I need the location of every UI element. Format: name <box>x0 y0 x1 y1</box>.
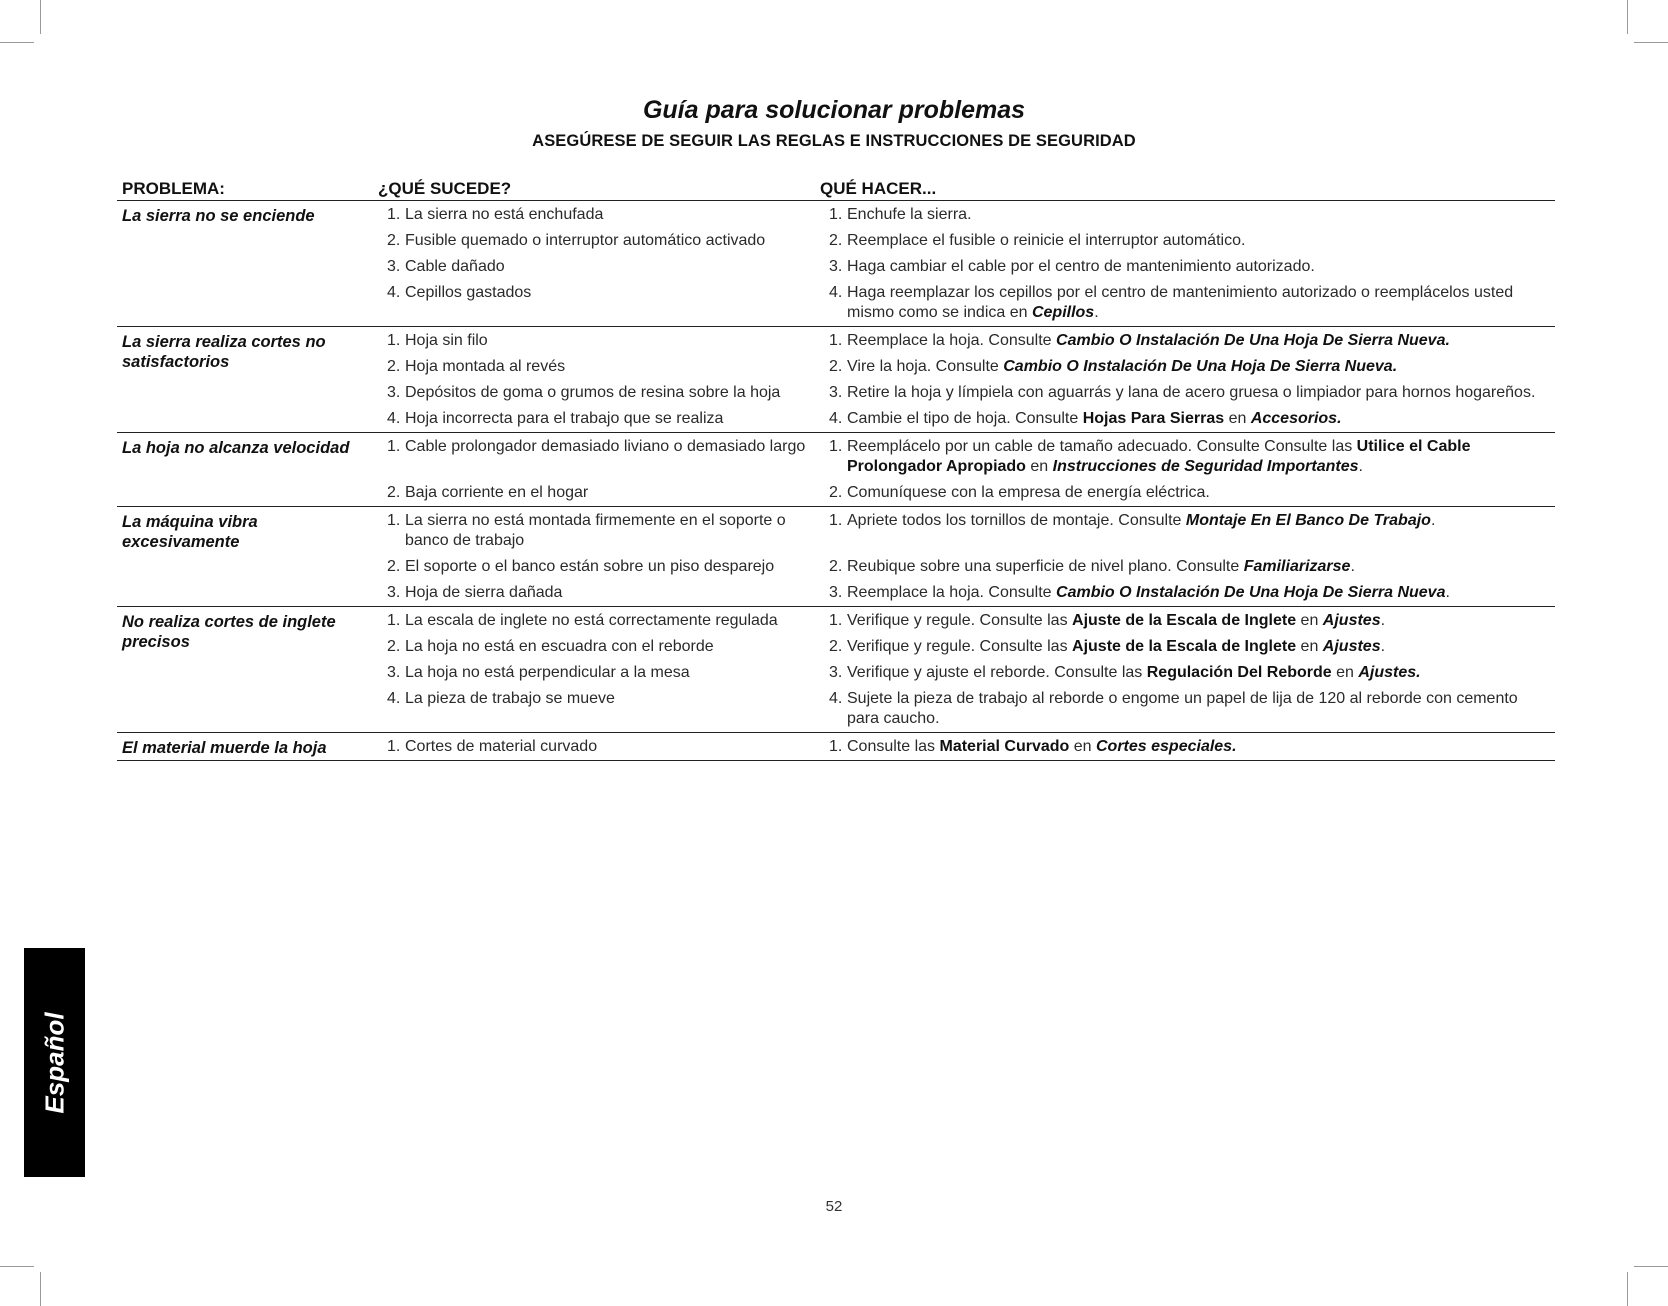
what-happens-text: Cable dañado <box>405 258 505 275</box>
what-happens-cell <box>387 357 807 377</box>
what-happens-text: La pieza de trabajo se mueve <box>405 690 615 707</box>
section-reference: Ajuste de la Escala de Inglete <box>1072 612 1297 629</box>
instruction-text: en <box>1069 738 1096 755</box>
instruction-text: Reemplace la hoja. Consulte <box>847 584 1057 601</box>
what-happens-cell <box>387 383 807 403</box>
what-to-do-cell <box>829 583 1549 603</box>
what-to-do-cell <box>829 331 1549 351</box>
instruction-text: Cambie el tipo de hoja. Consulte <box>847 410 1083 427</box>
instruction-text: Consulte las <box>847 738 940 755</box>
table-header <box>117 176 1555 201</box>
what-to-do-cell <box>829 637 1549 657</box>
table-row <box>117 231 1555 251</box>
table-row <box>117 409 1555 429</box>
what-happens-cell <box>387 511 807 551</box>
chapter-reference: Familiarizarse <box>1243 558 1351 575</box>
what-happens-text: La hoja no está en escuadra con el reborde <box>405 638 714 655</box>
problem-group <box>117 327 1555 433</box>
instruction-text: Reemplácelo por un cable de tamaño adecuado. Consulte Consulte las <box>847 438 1357 455</box>
item-number: 1. <box>387 206 401 223</box>
what-happens-cell <box>387 257 807 277</box>
what-to-do-text <box>847 737 1549 757</box>
chapter-reference: Ajustes. <box>1358 664 1421 681</box>
what-to-do-text <box>847 637 1549 657</box>
what-to-do-text <box>847 205 1549 225</box>
problem-label: La máquina vibra excesivamente <box>122 513 258 551</box>
table-row <box>117 483 1555 503</box>
section-reference: Ajuste de la Escala de Inglete <box>1072 638 1297 655</box>
instruction-text: Verifique y regule. Consulte las <box>847 638 1073 655</box>
chapter-reference: Cambio O Instalación De Una Hoja De Sierra Nueva <box>1056 584 1446 601</box>
item-number: 2. <box>387 484 401 501</box>
table-row <box>117 283 1555 323</box>
what-happens-text: Cepillos gastados <box>405 284 532 301</box>
what-happens-text: Depósitos de goma o grumos de resina sobre la hoja <box>405 384 781 401</box>
instruction-text: Reemplace la hoja. Consulte <box>847 332 1057 349</box>
what-to-do-cell <box>829 437 1549 477</box>
what-happens-cell <box>387 231 807 251</box>
what-happens-cell <box>387 205 807 225</box>
what-to-do-text <box>847 357 1549 377</box>
chapter-reference: Ajustes <box>1322 638 1381 655</box>
table-row <box>117 663 1555 683</box>
table-row <box>117 257 1555 277</box>
instruction-text: Comuníquese con la empresa de energía eléctrica. <box>847 484 1210 501</box>
what-to-do-text <box>847 511 1549 551</box>
what-to-do-cell <box>829 611 1549 631</box>
instruction-text: Enchufe la sierra. <box>847 206 972 223</box>
chapter-reference: Instrucciones de Seguridad Importantes <box>1052 458 1359 475</box>
what-to-do-cell <box>829 357 1549 377</box>
problem-label: La sierra no se enciende <box>122 207 315 225</box>
what-to-do-text <box>847 257 1549 277</box>
section-reference: Regulación Del Reborde <box>1146 664 1332 681</box>
what-happens-cell <box>387 437 807 477</box>
what-to-do-cell <box>829 383 1549 403</box>
instruction-text: Verifique y regule. Consulte las <box>847 612 1073 629</box>
item-number: 2. <box>387 232 401 249</box>
what-happens-text: Hoja de sierra dañada <box>405 584 563 601</box>
what-to-do-text <box>847 283 1549 323</box>
what-happens-text: Baja corriente en el hogar <box>405 484 589 501</box>
what-to-do-text <box>847 583 1549 603</box>
crop-mark <box>40 1272 41 1306</box>
what-happens-text: El soporte o el banco están sobre un piso desparejo <box>405 558 775 575</box>
table-row <box>117 557 1555 577</box>
instruction-text: . <box>1350 558 1355 575</box>
item-number: 1. <box>829 438 843 455</box>
what-to-do-text <box>847 557 1549 577</box>
item-number: 3. <box>387 584 401 601</box>
crop-mark <box>1634 42 1668 43</box>
section-reference: Utilice el Cable Prolongador Apropiado <box>847 438 1471 475</box>
instruction-text: . <box>1380 638 1386 655</box>
instruction-text: en <box>1296 638 1323 655</box>
item-number: 2. <box>387 638 401 655</box>
chapter-reference: Ajustes <box>1322 612 1381 629</box>
instruction-text: . <box>1430 512 1436 529</box>
item-number: 1. <box>387 512 401 529</box>
instruction-text: en <box>1025 458 1053 475</box>
what-to-do-cell <box>829 231 1549 251</box>
chapter-reference: Cepillos <box>1031 304 1095 321</box>
item-number: 3. <box>829 664 843 681</box>
chapter-reference: Accesorios. <box>1250 410 1342 427</box>
problem-label: No realiza cortes de inglete precisos <box>122 613 336 651</box>
what-happens-cell <box>387 737 807 757</box>
item-number: 2. <box>829 484 843 501</box>
item-number: 1. <box>387 438 401 455</box>
what-happens-cell <box>387 283 807 323</box>
item-number: 1. <box>829 738 843 755</box>
what-to-do-cell <box>829 409 1549 429</box>
what-to-do-cell <box>829 663 1549 683</box>
item-number: 4. <box>387 410 401 427</box>
item-number: 1. <box>387 332 401 349</box>
item-number: 4. <box>387 690 401 707</box>
section-reference: Material Curvado <box>939 738 1070 755</box>
item-number: 3. <box>387 258 401 275</box>
instruction-text: Retire la hoja y límpiela con aguarrás y lana de acero gruesa o limpiador para hornos hogareños. <box>847 384 1536 401</box>
instruction-text: en <box>1331 664 1359 681</box>
item-number: 4. <box>829 410 843 427</box>
instruction-text: en <box>1224 410 1251 427</box>
what-happens-text: Hoja montada al revés <box>405 358 566 375</box>
what-happens-text: Hoja incorrecta para el trabajo que se realiza <box>405 410 724 427</box>
item-number: 3. <box>829 384 843 401</box>
what-happens-cell <box>387 611 807 631</box>
item-number: 2. <box>829 558 843 575</box>
instruction-text: Sujete la pieza de trabajo al reborde o engome un papel de lija de 120 al reborde con cemento para caucho. <box>847 690 1518 727</box>
item-number: 1. <box>387 612 401 629</box>
item-number: 3. <box>387 664 401 681</box>
instruction-text: . <box>1094 304 1099 321</box>
table-body <box>117 201 1555 761</box>
what-to-do-text <box>847 689 1549 729</box>
item-number: 3. <box>829 258 843 275</box>
problem-group <box>117 607 1555 733</box>
what-to-do-text <box>847 611 1549 631</box>
instruction-text: Reemplace el fusible o reinicie el interruptor automático. <box>847 232 1246 249</box>
instruction-text: Vire la hoja. Consulte <box>847 358 1004 375</box>
what-to-do-cell <box>829 511 1549 551</box>
problem-label: El material muerde la hoja <box>122 739 327 757</box>
instruction-text: en <box>1296 612 1323 629</box>
item-number: 4. <box>829 690 843 707</box>
what-happens-text: Cable prolongador demasiado liviano o demasiado largo <box>405 438 806 455</box>
instruction-text: . <box>1358 458 1363 475</box>
what-to-do-cell <box>829 737 1549 757</box>
problem-group <box>117 433 1555 507</box>
item-number: 1. <box>387 738 401 755</box>
what-to-do-cell <box>829 205 1549 225</box>
what-to-do-text <box>847 331 1549 351</box>
what-happens-cell <box>387 557 807 577</box>
what-to-do-text <box>847 383 1549 403</box>
crop-mark <box>1627 0 1628 34</box>
what-to-do-cell <box>829 689 1549 729</box>
chapter-reference: Cambio O Instalación De Una Hoja De Sierra Nueva. <box>1003 358 1398 375</box>
item-number: 1. <box>829 332 843 349</box>
language-tab-label: Español <box>39 1011 69 1114</box>
what-happens-cell <box>387 409 807 429</box>
what-happens-cell <box>387 583 807 603</box>
what-happens-cell <box>387 663 807 683</box>
what-to-do-text <box>847 437 1549 477</box>
instruction-text: Verifique y ajuste el reborde. Consulte las <box>847 664 1147 681</box>
problem-group <box>117 733 1555 761</box>
what-happens-cell <box>387 483 807 503</box>
instruction-text: Apriete todos los tornillos de montaje. Consulte <box>847 512 1186 529</box>
header-problem: PROBLEMA: <box>122 179 225 198</box>
item-number: 3. <box>387 384 401 401</box>
crop-mark <box>1627 1272 1628 1306</box>
what-to-do-text <box>847 663 1549 683</box>
what-to-do-text <box>847 409 1549 429</box>
item-number: 4. <box>829 284 843 301</box>
table-row <box>117 583 1555 603</box>
problem-group <box>117 507 1555 607</box>
problem-label: La sierra realiza cortes no satisfactorios <box>122 333 326 371</box>
item-number: 1. <box>829 612 843 629</box>
what-to-do-cell <box>829 283 1549 323</box>
what-to-do-text <box>847 483 1549 503</box>
item-number: 3. <box>829 584 843 601</box>
item-number: 4. <box>387 284 401 301</box>
instruction-text: . <box>1380 612 1386 629</box>
page-title: Guía para solucionar problemas <box>642 96 1026 124</box>
what-happens-text: Cortes de material curvado <box>405 738 598 755</box>
what-to-do-cell <box>829 257 1549 277</box>
what-happens-text: La escala de inglete no está correctamente regulada <box>405 612 778 629</box>
chapter-reference: Cortes especiales. <box>1096 738 1237 755</box>
table-row <box>117 689 1555 729</box>
troubleshooting-table <box>117 176 1555 761</box>
what-happens-cell <box>387 331 807 351</box>
chapter-reference: Montaje En El Banco De Trabajo <box>1185 512 1431 529</box>
item-number: 2. <box>829 358 843 375</box>
what-happens-text: La sierra no está enchufada <box>405 206 604 223</box>
page-subtitle: ASEGÚRESE DE SEGUIR LAS REGLAS E INSTRUCCIONES DE SEGURIDAD <box>532 132 1136 150</box>
item-number: 2. <box>387 558 401 575</box>
crop-mark <box>40 0 41 34</box>
what-to-do-cell <box>829 483 1549 503</box>
item-number: 2. <box>829 232 843 249</box>
header-what-to-do: QUÉ HACER... <box>820 179 937 198</box>
item-number: 1. <box>829 206 843 223</box>
what-happens-text: La sierra no está montada firmemente en el soporte o banco de trabajo <box>405 512 786 549</box>
instruction-text: Reubique sobre una superficie de nivel plano. Consulte <box>847 558 1244 575</box>
header-what-happens: ¿QUÉ SUCEDE? <box>378 179 512 198</box>
what-happens-text: Fusible quemado o interruptor automático activado <box>405 232 766 249</box>
problem-label: La hoja no alcanza velocidad <box>122 439 350 457</box>
crop-mark <box>0 1266 34 1267</box>
instruction-text: . <box>1445 584 1450 601</box>
what-happens-cell <box>387 689 807 729</box>
instruction-text: Haga reemplazar los cepillos por el centro de mantenimiento autorizado o reemplácelos usted mismo como se indica en <box>847 284 1514 321</box>
item-number: 2. <box>829 638 843 655</box>
chapter-reference: Cambio O Instalación De Una Hoja De Sierra Nueva. <box>1056 332 1450 349</box>
what-happens-cell <box>387 637 807 657</box>
table-row <box>117 383 1555 403</box>
what-to-do-cell <box>829 557 1549 577</box>
what-happens-text: La hoja no está perpendicular a la mesa <box>405 664 690 681</box>
item-number: 2. <box>387 358 401 375</box>
what-happens-text: Hoja sin filo <box>405 332 488 349</box>
crop-mark <box>1634 1266 1668 1267</box>
instruction-text: Haga cambiar el cable por el centro de mantenimiento autorizado. <box>847 258 1315 275</box>
section-reference: Hojas Para Sierras <box>1082 410 1225 427</box>
problem-group <box>117 201 1555 327</box>
what-to-do-text <box>847 231 1549 251</box>
crop-mark <box>0 42 34 43</box>
language-tab <box>24 948 85 1177</box>
page-number: 52 <box>825 1198 843 1215</box>
item-number: 1. <box>829 512 843 529</box>
